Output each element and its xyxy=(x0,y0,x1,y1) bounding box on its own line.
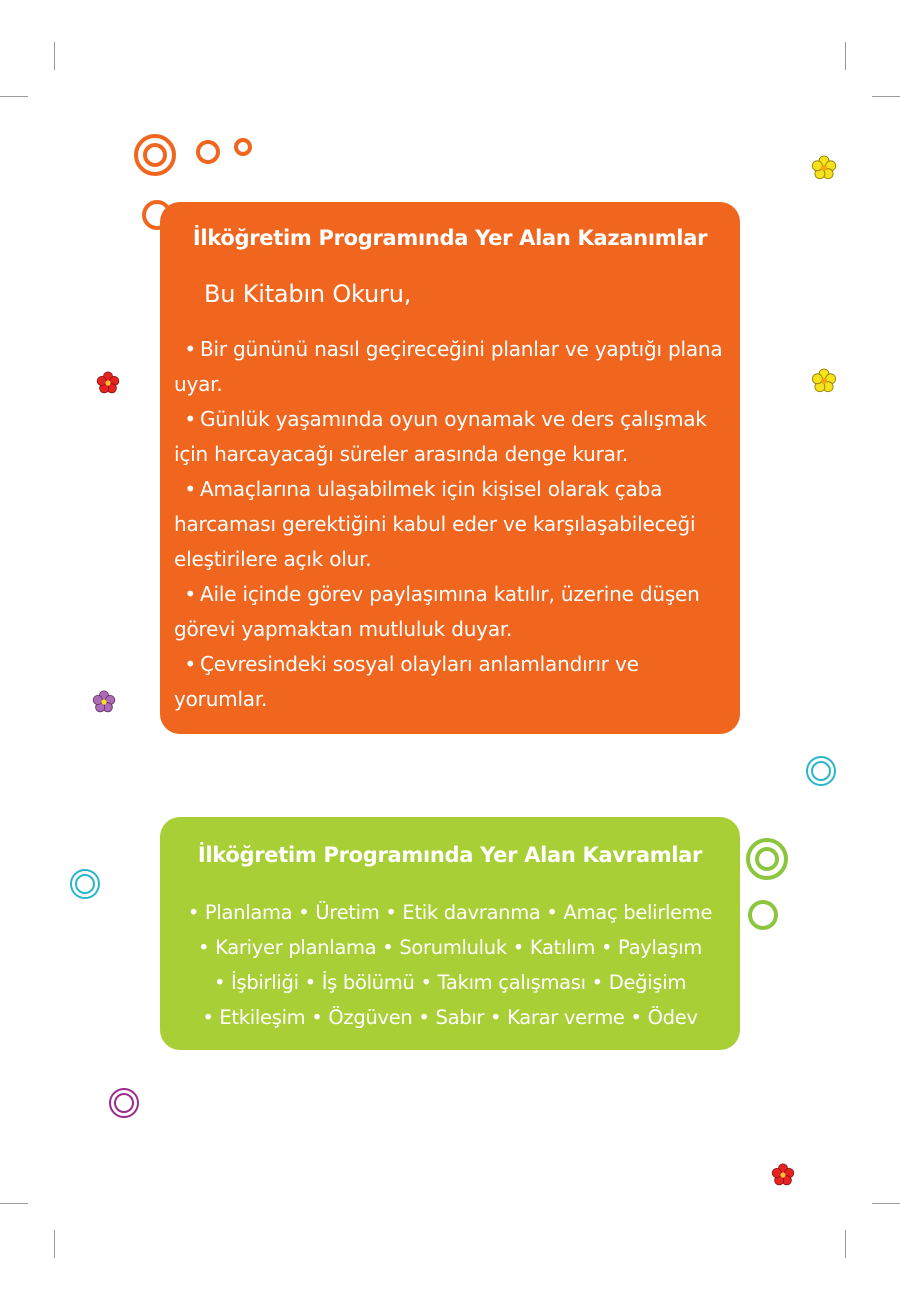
ring-icon xyxy=(748,900,778,930)
list-item: • Bir gününü nasıl geçireceğini planlar ve yaptığı plana uyar. xyxy=(174,332,724,402)
bullet: • xyxy=(184,652,196,676)
list-item: • Aile içinde görev paylaşımına katılır, üzerine düşen görevi yapmaktan mutluluk duyar. xyxy=(174,577,724,647)
list-item: • Etkileşim • Özgüven • Sabır • Karar verme • Ödev xyxy=(202,1006,698,1029)
ring-icon xyxy=(75,874,95,894)
ring-icon xyxy=(143,143,167,167)
kavramlar-box xyxy=(160,817,740,1050)
crop-mark xyxy=(845,42,846,70)
greeting: Bu Kitabın Okuru, xyxy=(204,280,412,308)
list-item: • Kariyer planlama • Sorumluluk • Katılım • Paylaşım xyxy=(198,936,702,959)
flower-icon xyxy=(770,1162,796,1188)
bullet: • xyxy=(184,407,196,431)
list-item: • Amaçlarına ulaşabilmek için kişisel olarak çaba harcaması gerektiğini kabul eder ve karşılaşabileceği eleştirilere açık olur. xyxy=(174,472,724,577)
ring-icon xyxy=(811,761,831,781)
bullet: • xyxy=(184,337,196,361)
flower-icon xyxy=(91,689,117,715)
flower-icon xyxy=(95,370,121,396)
list-item: • Planlama • Üretim • Etik davranma • Amaç belirleme xyxy=(187,901,713,924)
crop-mark xyxy=(845,1230,846,1258)
kavramlar-list xyxy=(160,895,740,1035)
list-item: • İşbirliği • İş bölümü • Takım çalışması • Değişim xyxy=(213,971,687,994)
kazanimlar-title: İlköğretim Programında Yer Alan Kazanımlar xyxy=(192,226,708,250)
crop-mark xyxy=(872,1203,900,1204)
crop-mark xyxy=(0,96,28,97)
bullet: • xyxy=(184,582,196,606)
flower-icon xyxy=(810,367,838,395)
kazanimlar-box xyxy=(160,202,740,734)
list-item: • Günlük yaşamında oyun oynamak ve ders çalışmak için harcayacağı süreler arasında denge kurar. xyxy=(174,402,724,472)
crop-mark xyxy=(54,42,55,70)
ring-icon xyxy=(114,1093,134,1113)
flower-icon xyxy=(810,154,838,182)
crop-mark xyxy=(0,1203,28,1204)
crop-mark xyxy=(872,96,900,97)
ring-icon xyxy=(234,138,252,156)
bullet: • xyxy=(184,477,196,501)
ring-icon xyxy=(755,847,779,871)
list-item: • Çevresindeki sosyal olayları anlamlandırır ve yorumlar. xyxy=(174,647,724,717)
kazanimlar-list xyxy=(174,332,724,717)
ring-icon xyxy=(196,140,220,164)
crop-mark xyxy=(54,1230,55,1258)
kavramlar-title: İlköğretim Programında Yer Alan Kavramlar xyxy=(197,843,703,867)
